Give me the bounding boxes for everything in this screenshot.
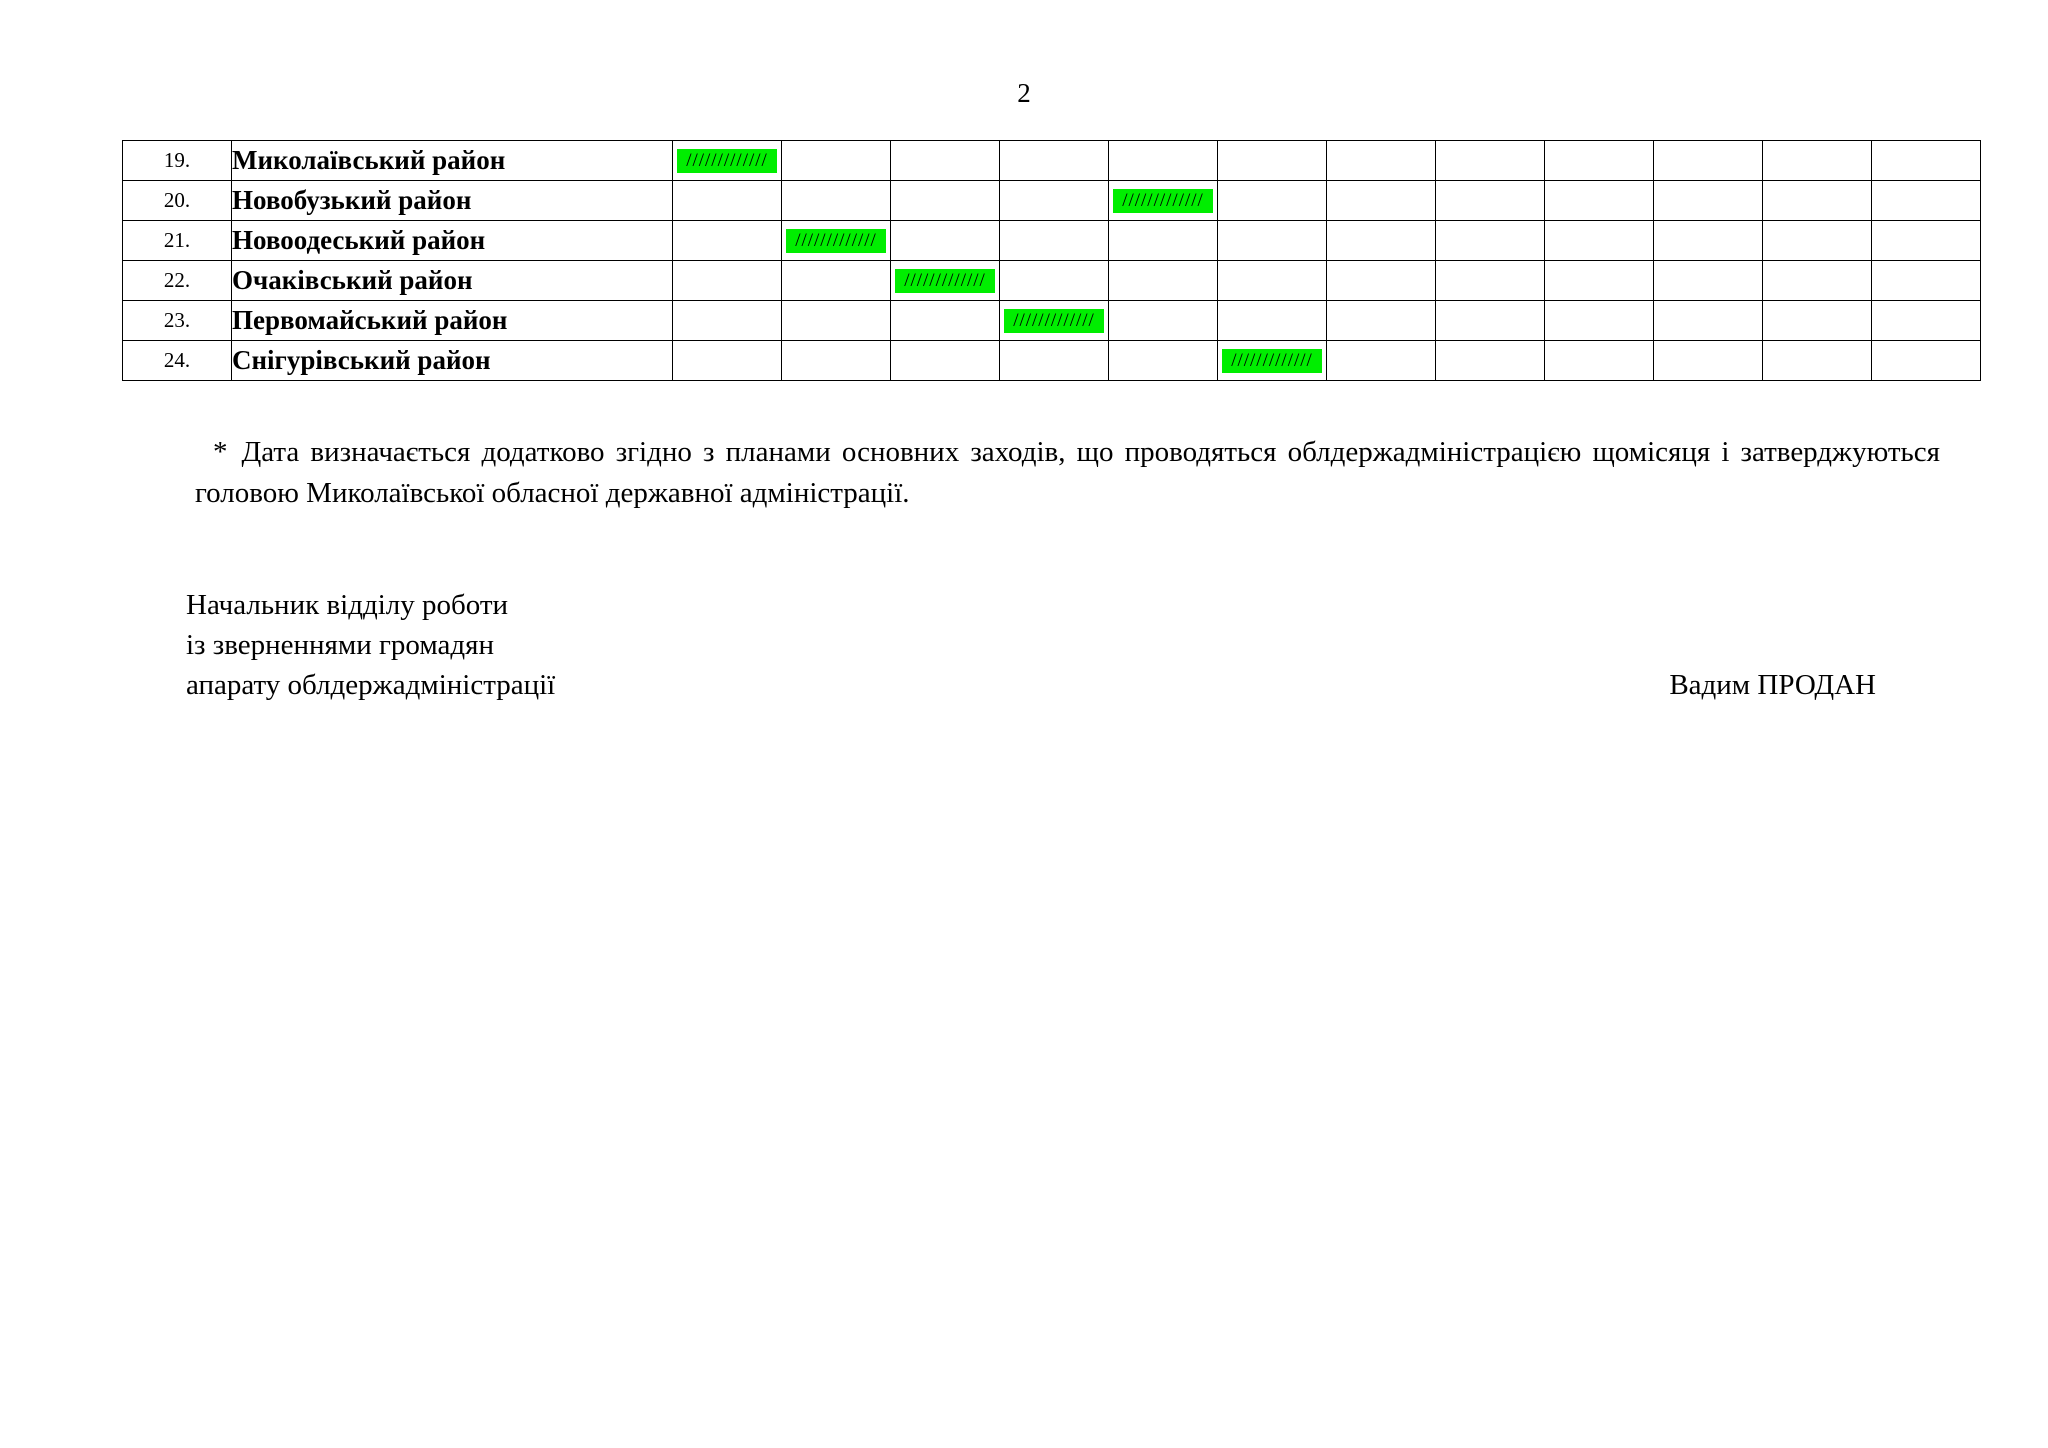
schedule-mark: ///////////// xyxy=(1004,309,1104,333)
month-cell-4 xyxy=(1000,221,1109,261)
month-cell-4 xyxy=(1000,261,1109,301)
table-row xyxy=(123,341,1981,381)
month-cell-8 xyxy=(1436,261,1545,301)
month-cell-7 xyxy=(1327,181,1436,221)
table-row xyxy=(123,301,1981,341)
month-cell-7 xyxy=(1327,141,1436,181)
month-cell-1 xyxy=(673,141,782,181)
signature-line-3 xyxy=(186,665,1876,705)
row-district-name: Новоодеський район xyxy=(232,221,673,261)
month-cell-2 xyxy=(782,221,891,261)
month-cell-9 xyxy=(1545,341,1654,381)
month-cell-1 xyxy=(673,181,782,221)
month-cell-1 xyxy=(673,341,782,381)
table-row xyxy=(123,141,1981,181)
month-cell-8 xyxy=(1436,341,1545,381)
month-cell-9 xyxy=(1545,181,1654,221)
signature-name: Вадим ПРОДАН xyxy=(1669,669,1876,701)
month-cell-12 xyxy=(1872,141,1981,181)
month-cell-11 xyxy=(1763,221,1872,261)
month-cell-3 xyxy=(891,341,1000,381)
signature-title-line3: апарату облдержадміністрації xyxy=(186,669,556,701)
row-district-name: Снігурівський район xyxy=(232,341,673,381)
month-cell-10 xyxy=(1654,181,1763,221)
month-cell-7 xyxy=(1327,341,1436,381)
schedule-mark: ///////////// xyxy=(895,269,995,293)
table-row xyxy=(123,261,1981,301)
month-cell-11 xyxy=(1763,301,1872,341)
month-cell-2 xyxy=(782,181,891,221)
month-cell-12 xyxy=(1872,261,1981,301)
month-cell-10 xyxy=(1654,301,1763,341)
month-cell-1 xyxy=(673,301,782,341)
month-cell-12 xyxy=(1872,341,1981,381)
footnote-text: Дата визначається додатково згідно з планами основних заходів, що проводяться облдержадміністрацією щомісяця і затверджуються головою Миколаївської обласної державної адміністрації. xyxy=(195,436,1940,509)
month-cell-10 xyxy=(1654,221,1763,261)
signature-block xyxy=(186,585,1876,705)
month-cell-5 xyxy=(1109,181,1218,221)
schedule-mark: ///////////// xyxy=(1222,349,1322,373)
schedule-mark: ///////////// xyxy=(786,229,886,253)
month-cell-11 xyxy=(1763,181,1872,221)
row-number: 21. xyxy=(123,221,232,261)
month-cell-9 xyxy=(1545,301,1654,341)
month-cell-11 xyxy=(1763,261,1872,301)
month-cell-3 xyxy=(891,261,1000,301)
month-cell-2 xyxy=(782,301,891,341)
month-cell-12 xyxy=(1872,181,1981,221)
footnote-star: * xyxy=(213,436,228,468)
month-cell-6 xyxy=(1218,221,1327,261)
row-district-name: Миколаївський район xyxy=(232,141,673,181)
month-cell-7 xyxy=(1327,261,1436,301)
month-cell-10 xyxy=(1654,261,1763,301)
month-cell-8 xyxy=(1436,141,1545,181)
month-cell-6 xyxy=(1218,301,1327,341)
month-cell-1 xyxy=(673,221,782,261)
month-cell-10 xyxy=(1654,141,1763,181)
month-cell-3 xyxy=(891,301,1000,341)
signature-title-line1: Начальник відділу роботи xyxy=(186,589,509,621)
month-cell-4 xyxy=(1000,181,1109,221)
month-cell-3 xyxy=(891,181,1000,221)
footnote xyxy=(195,432,1940,514)
month-cell-2 xyxy=(782,341,891,381)
month-cell-9 xyxy=(1545,261,1654,301)
row-number: 24. xyxy=(123,341,232,381)
schedule-table-body xyxy=(123,141,1981,381)
row-number: 23. xyxy=(123,301,232,341)
table-row xyxy=(123,181,1981,221)
month-cell-8 xyxy=(1436,181,1545,221)
signature-line-1 xyxy=(186,585,1876,625)
month-cell-11 xyxy=(1763,141,1872,181)
signature-title-line2: із зверненнями громадян xyxy=(186,629,494,661)
month-cell-4 xyxy=(1000,341,1109,381)
month-cell-7 xyxy=(1327,301,1436,341)
row-district-name: Первомайський район xyxy=(232,301,673,341)
signature-line-2 xyxy=(186,625,1876,665)
month-cell-3 xyxy=(891,221,1000,261)
month-cell-8 xyxy=(1436,301,1545,341)
month-cell-6 xyxy=(1218,341,1327,381)
row-number: 20. xyxy=(123,181,232,221)
row-number: 19. xyxy=(123,141,232,181)
month-cell-8 xyxy=(1436,221,1545,261)
month-cell-5 xyxy=(1109,221,1218,261)
month-cell-5 xyxy=(1109,141,1218,181)
month-cell-9 xyxy=(1545,221,1654,261)
schedule-mark: ///////////// xyxy=(1113,189,1213,213)
month-cell-4 xyxy=(1000,301,1109,341)
table-row xyxy=(123,221,1981,261)
month-cell-10 xyxy=(1654,341,1763,381)
month-cell-11 xyxy=(1763,341,1872,381)
month-cell-5 xyxy=(1109,301,1218,341)
row-district-name: Новобузький район xyxy=(232,181,673,221)
month-cell-1 xyxy=(673,261,782,301)
month-cell-2 xyxy=(782,141,891,181)
month-cell-6 xyxy=(1218,141,1327,181)
schedule-mark: ///////////// xyxy=(677,149,777,173)
month-cell-6 xyxy=(1218,261,1327,301)
month-cell-5 xyxy=(1109,341,1218,381)
month-cell-12 xyxy=(1872,301,1981,341)
schedule-table xyxy=(122,140,1981,381)
month-cell-12 xyxy=(1872,221,1981,261)
month-cell-4 xyxy=(1000,141,1109,181)
month-cell-6 xyxy=(1218,181,1327,221)
month-cell-3 xyxy=(891,141,1000,181)
month-cell-5 xyxy=(1109,261,1218,301)
page-number: 2 xyxy=(1017,78,1031,108)
row-number: 22. xyxy=(123,261,232,301)
row-district-name: Очаківський район xyxy=(232,261,673,301)
month-cell-2 xyxy=(782,261,891,301)
month-cell-7 xyxy=(1327,221,1436,261)
month-cell-9 xyxy=(1545,141,1654,181)
